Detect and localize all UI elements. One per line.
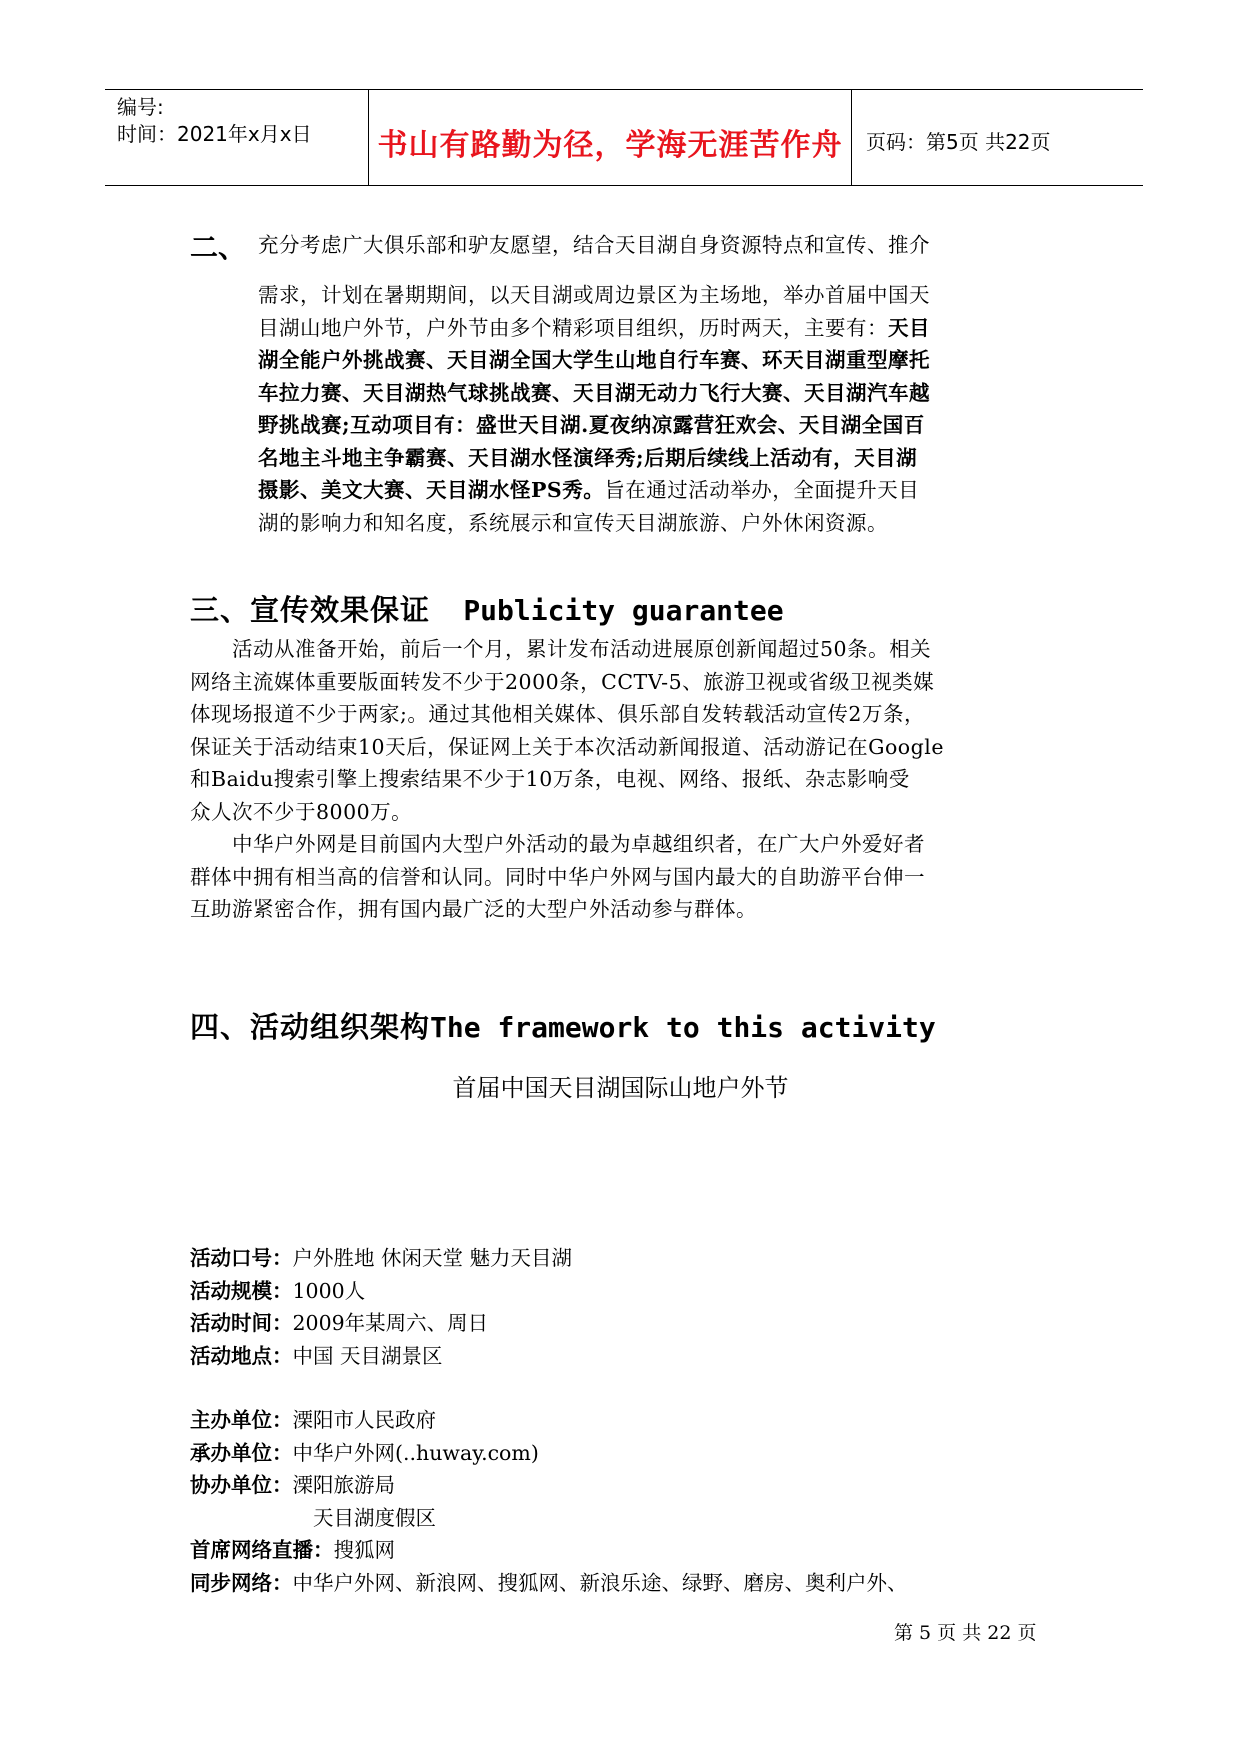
header-page-info: 页码：第5页 共22页	[866, 130, 1051, 154]
section2-line9: 湖的影响力和知名度，系统展示和宣传天目湖旅游、户外休闲资源。	[258, 510, 888, 535]
info-co-value-1: 溧阳旅游局	[292, 1473, 395, 1497]
section3-p1-line5: 和Baidu搜索引擎上搜索结果不少于10万条，电视、网络、报纸、杂志影响受	[190, 767, 910, 791]
info-place-value: 中国 天目湖景区	[292, 1343, 443, 1368]
section2-number: 二、	[190, 231, 247, 264]
section2-line4-bold: 湖全能户外挑战赛、天目湖全国大学生山地自行车赛、环天目湖重型摩托	[258, 348, 930, 372]
section2-line3-bold: 天目	[888, 315, 930, 340]
section2-line8-text: 旨在通过活动举办，全面提升天目	[604, 478, 920, 502]
info-place	[190, 1340, 572, 1373]
organizer-info-list	[190, 1404, 908, 1599]
info-time	[190, 1307, 572, 1340]
section3-heading	[190, 588, 784, 629]
info-live	[190, 1534, 908, 1567]
page-header	[105, 89, 1143, 186]
section2-line8-bold: 摄影、美文大赛、天目湖水怪PS秀。	[258, 478, 605, 502]
section3-p1-line1: 活动从准备开始，前后一个月，累计发布活动进展原创新闻超过50条。相关	[190, 637, 932, 661]
info-place-key: 活动地点：	[190, 1343, 293, 1368]
section2-line5-bold: 车拉力赛、天目湖热气球挑战赛、天目湖无动力飞行大赛、天目湖汽车越	[258, 380, 930, 405]
info-organizer-key: 承办单位：	[190, 1440, 293, 1465]
info-organizer-value: 中华户外网(..huway.com)	[292, 1440, 539, 1465]
info-co-value-2: 天目湖度假区	[313, 1505, 436, 1530]
section4-heading-en: The framework to this activity	[430, 1011, 936, 1044]
info-scale-value: 1000人	[292, 1278, 366, 1303]
section3-body	[190, 633, 944, 926]
page-footer: 第 5 页 共 22 页	[894, 1622, 1037, 1644]
section2-line5	[258, 377, 930, 410]
section2-body	[258, 279, 930, 539]
info-host	[190, 1404, 908, 1437]
section2-line7-bold: 名地主斗地主争霸赛、天目湖水怪演绎秀;后期后续线上活动有，天目湖	[258, 445, 918, 470]
info-live-key: 首席网络直播：	[190, 1538, 334, 1562]
time-label: 时间：2021年x月x日	[117, 122, 312, 146]
festival-title: 首届中国天目湖国际山地户外节	[452, 1074, 789, 1102]
section3-p1-line4: 保证关于活动结束10天后，保证网上关于本次活动新闻报道、活动游记在Google	[190, 734, 944, 759]
section3-p1-line2: 网络主流媒体重要版面转发不少于2000条，CCTV-5、旅游卫视或省级卫视类媒	[190, 669, 935, 694]
section2-line6	[258, 409, 930, 442]
section2-line7	[258, 442, 930, 475]
section2-line2: 需求，计划在暑期期间，以天目湖或周边景区为主场地，举办首届中国天	[258, 283, 930, 307]
section2-line3-text: 目湖山地户外节，户外节由多个精彩项目组织，历时两天，主要有：	[258, 315, 888, 340]
section3-p1-line6: 众人次不少于8000万。	[190, 799, 413, 824]
number-label: 编号:	[117, 95, 164, 119]
info-time-value: 2009年某周六、周日	[292, 1311, 489, 1335]
info-sync	[190, 1567, 908, 1600]
section3-p1-line3: 体现场报道不少于两家;。通过其他相关媒体、俱乐部自发转载活动宣传2万条，	[190, 702, 925, 726]
info-slogan-key: 活动口号：	[190, 1246, 293, 1270]
info-slogan	[190, 1242, 572, 1275]
section4-heading-cn: 四、活动组织架构	[190, 1010, 431, 1044]
section3-heading-en: Publicity guarantee	[463, 594, 784, 627]
section4-heading	[190, 1005, 936, 1046]
section2-line3	[258, 312, 930, 345]
header-motto: 书山有路勤为径，学海无涯苦作舟	[377, 128, 843, 163]
info-slogan-value: 户外胜地 休闲天堂 魅力天目湖	[292, 1246, 573, 1270]
info-host-value: 溧阳市人民政府	[292, 1408, 436, 1432]
section2-line6-bold: 野挑战赛;互动项目有：盛世天目湖.夏夜纳凉露营狂欢会、天目湖全国百	[258, 413, 925, 437]
section2-line1: 充分考虑广大俱乐部和驴友愿望，结合天目湖自身资源特点和宣传、推介	[258, 233, 930, 257]
header-page-cell	[852, 90, 1143, 185]
info-co-key: 协办单位：	[190, 1473, 293, 1497]
section3-p2-line1: 中华户外网是目前国内大型户外活动的最为卓越组织者，在广大户外爱好者	[190, 832, 925, 856]
header-left-cell	[105, 90, 369, 185]
info-host-key: 主办单位：	[190, 1408, 293, 1432]
info-sync-key: 同步网络：	[190, 1570, 293, 1595]
section2-line4	[258, 344, 930, 377]
header-motto-cell	[369, 90, 852, 185]
section3-p2-line2: 群体中拥有相当高的信誉和认同。同时中华户外网与国内最大的自助游平台伸一	[190, 864, 925, 889]
info-scale-key: 活动规模：	[190, 1278, 293, 1303]
info-co-organizer-2	[190, 1502, 908, 1535]
section3-p2-line3: 互助游紧密合作，拥有国内最广泛的大型户外活动参与群体。	[190, 897, 757, 921]
info-organizer	[190, 1437, 908, 1470]
info-time-key: 活动时间：	[190, 1311, 293, 1335]
activity-info-list	[190, 1242, 572, 1372]
section3-heading-cn: 三、宣传效果保证	[190, 593, 431, 627]
info-scale	[190, 1275, 572, 1308]
section2-line8	[258, 474, 930, 507]
info-sync-value: 中华户外网、新浪网、搜狐网、新浪乐途、绿野、磨房、奥利户外、	[292, 1570, 908, 1595]
info-co-organizer	[190, 1469, 908, 1502]
info-live-value: 搜狐网	[333, 1538, 395, 1562]
